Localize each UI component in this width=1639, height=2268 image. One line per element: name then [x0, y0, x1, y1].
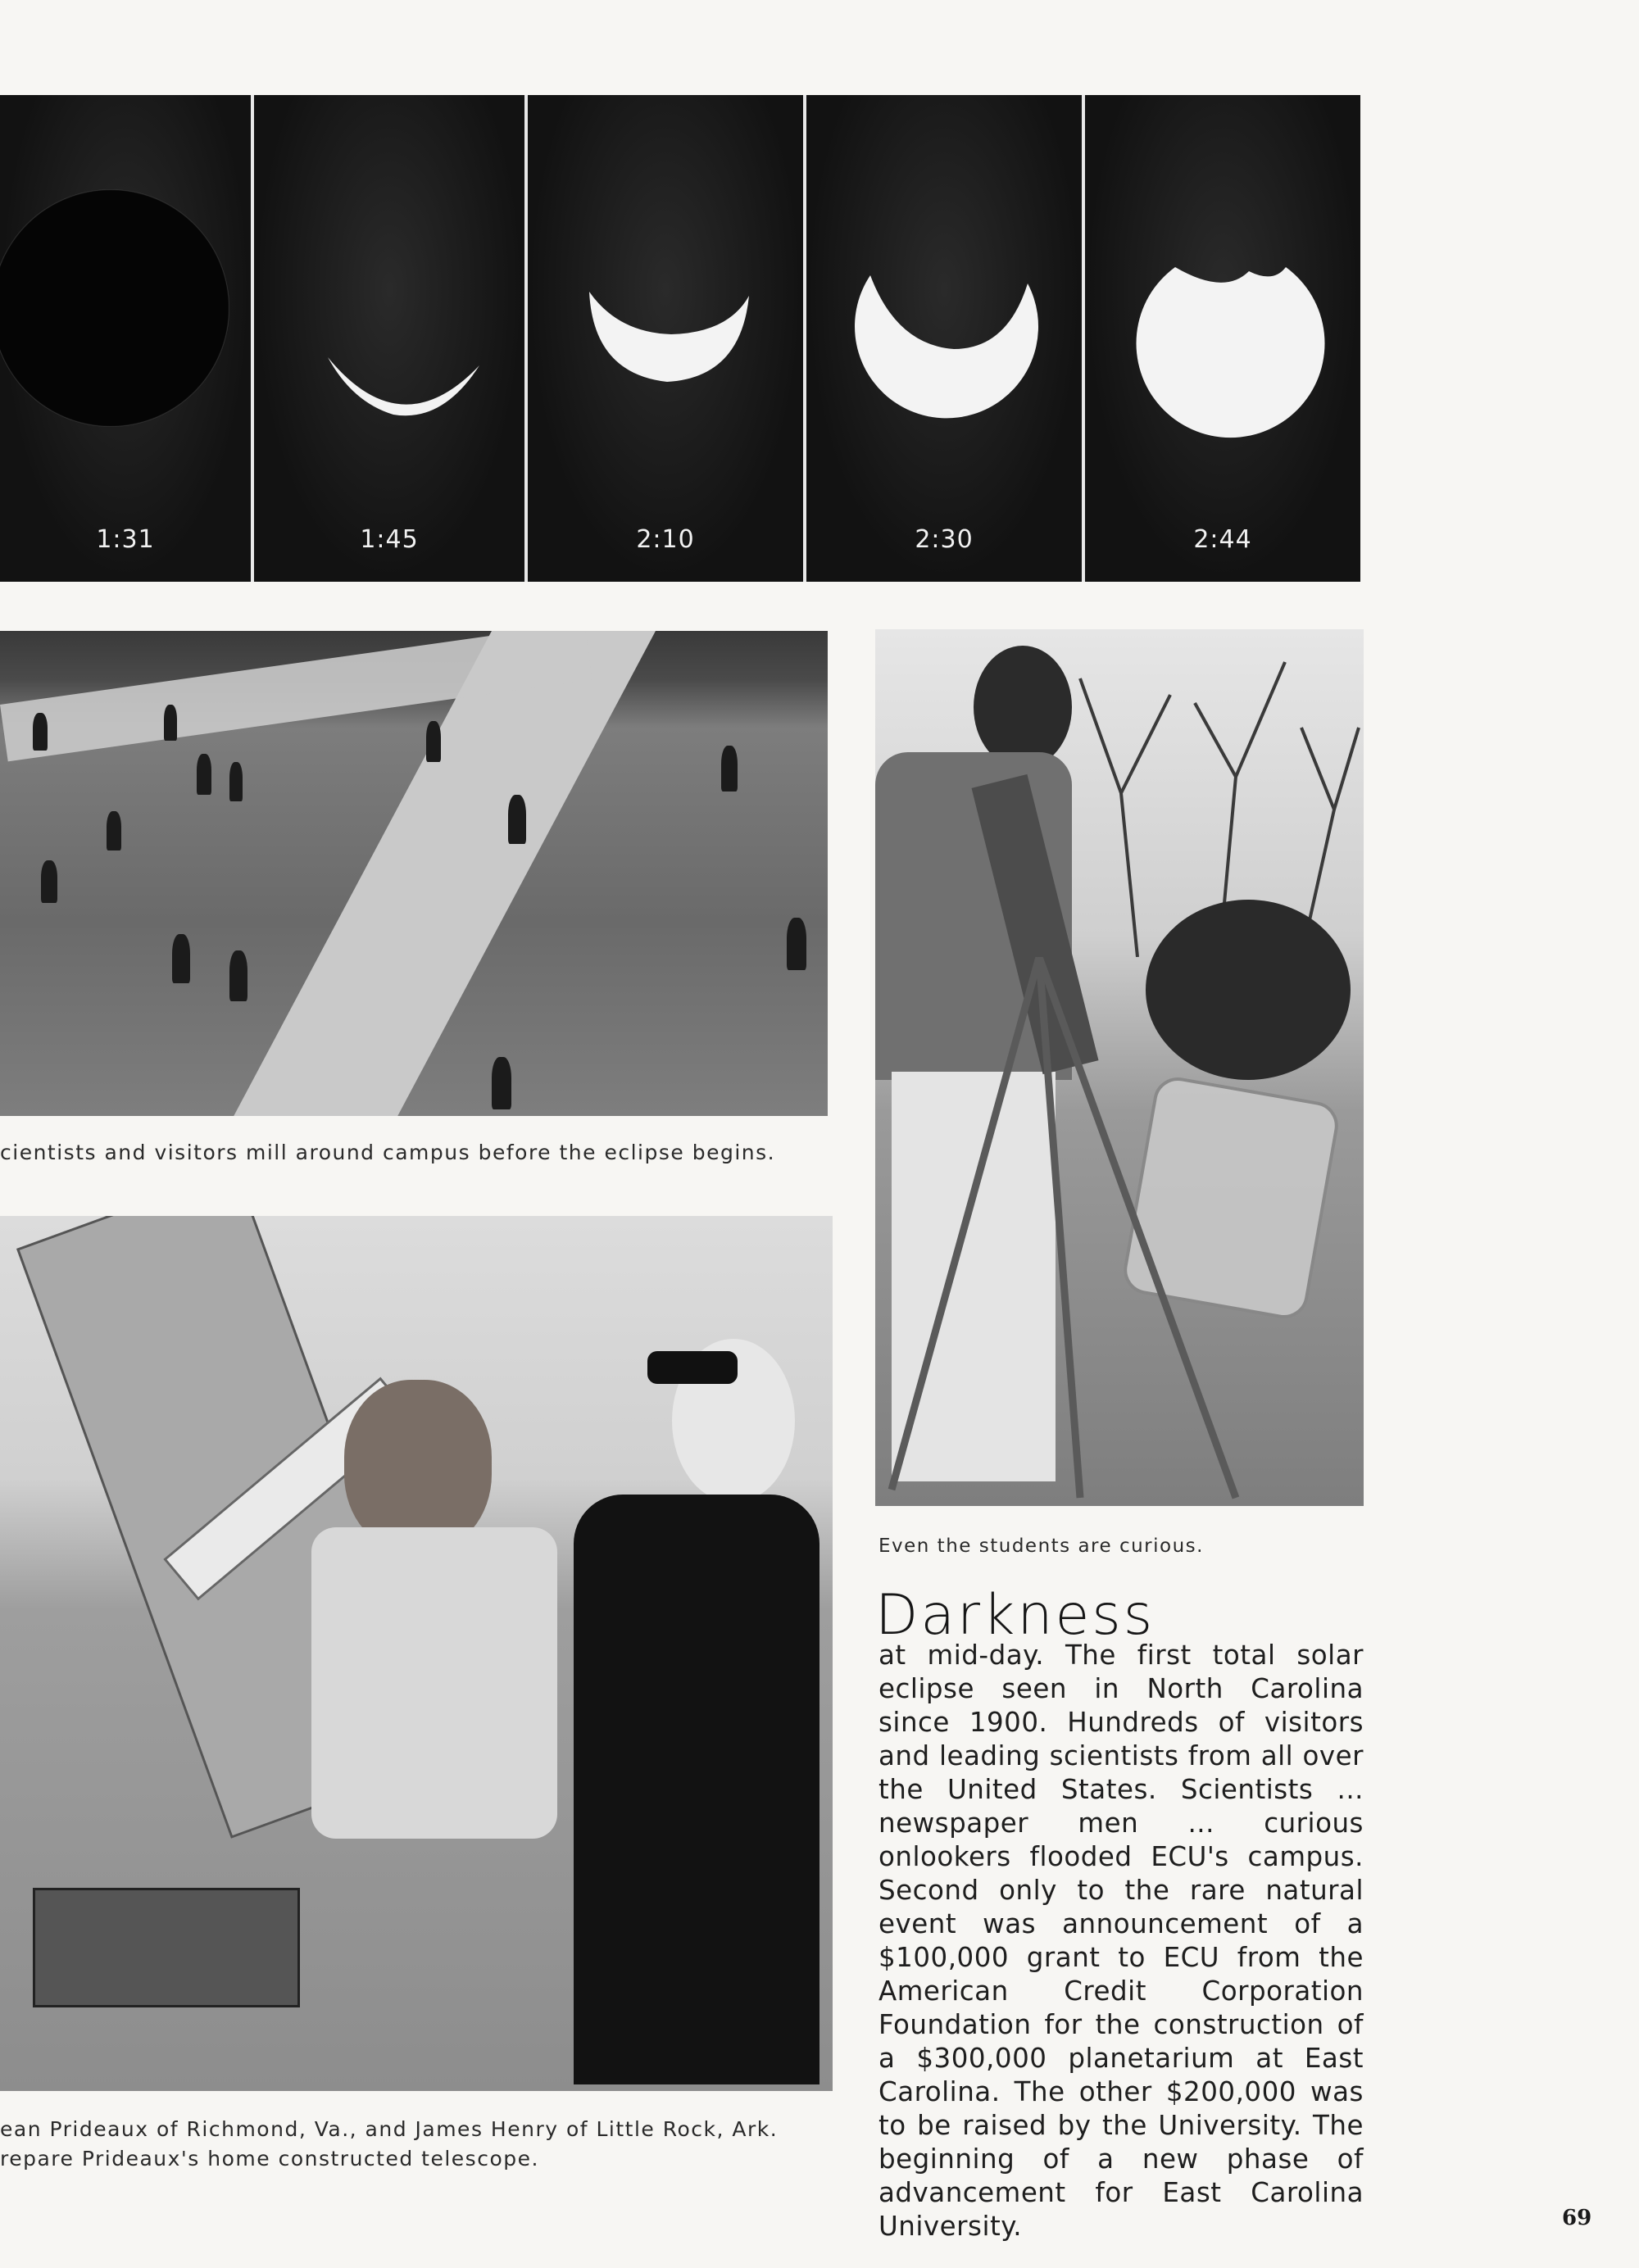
- article-heading: Darkness: [875, 1583, 1155, 1648]
- nearly-full-sun: [1126, 234, 1331, 447]
- person-head: [344, 1380, 492, 1552]
- person-figure: [492, 1057, 511, 1109]
- person-figure: [164, 705, 177, 741]
- eclipse-frame-4: [806, 95, 1082, 582]
- crescent-sun: [303, 259, 500, 472]
- eclipse-time-label: 2:10: [636, 525, 695, 554]
- person-figure: [107, 811, 121, 850]
- telescope-photo: [0, 1216, 833, 2091]
- person-figure: [787, 918, 806, 970]
- eclipse-frame-5: [1085, 95, 1360, 582]
- person-figure: [41, 860, 57, 903]
- eclipse-time-label: 1:45: [360, 525, 419, 554]
- students-photo-caption: Even the students are curious.: [879, 1535, 1204, 1557]
- tripod: [875, 957, 1364, 1506]
- eclipse-time-label: 1:31: [96, 525, 155, 554]
- person-shirt: [311, 1527, 557, 1839]
- person-figure: [33, 713, 48, 751]
- person-dark-clothing: [574, 1495, 820, 2084]
- eclipse-frame-3: [528, 95, 803, 582]
- eclipse-sequence-photo: [0, 95, 1360, 582]
- page-number: 69: [1562, 2206, 1592, 2230]
- telescope-caption-line2: repare Prideaux's home constructed telescope.: [0, 2147, 539, 2170]
- equipment-box: [33, 1888, 300, 2007]
- eclipse-frame-1: [0, 95, 251, 582]
- telescope-caption-line1: ean Prideaux of Richmond, Va., and James Henry of Little Rock, Ark.: [0, 2117, 779, 2141]
- eclipse-frame-2: [254, 95, 524, 582]
- student-hair: [974, 646, 1072, 769]
- eclipse-time-label: 2:44: [1193, 525, 1252, 554]
- eclipse-time-label: 2:30: [915, 525, 974, 554]
- campus-photo-caption: cientists and visitors mill around campus before the eclipse begins.: [0, 1141, 776, 1164]
- students-photo: [875, 629, 1364, 1506]
- person-figure: [508, 795, 526, 844]
- person-figure: [197, 754, 211, 795]
- person-figure: [172, 934, 190, 983]
- partial-sun: [839, 234, 1052, 447]
- person-figure: [229, 950, 247, 1001]
- article-body: at mid-day. The first total solar eclipse seen in North Carolina since 1900. Hundreds of visitors and leading scientists from all over the United States. Scientists ... newspaper men ... curious onlookers flooded ECU's campus. Second only to the rare natural event was announcement of a $100,000 grant to ECU from the American Credit Corporation Foundation for the construction of a $300,000 planetarium at East Carolina. The other $200,000 was to be raised by the University. The beginning of a new phase of advancement for East Carolina University.: [879, 1640, 1364, 2242]
- person-figure: [721, 746, 738, 792]
- partial-sun: [561, 234, 774, 447]
- sunglasses: [647, 1351, 738, 1384]
- person-figure: [426, 721, 441, 762]
- total-eclipse-corona: [0, 189, 229, 427]
- campus-crowd-photo: [0, 631, 828, 1116]
- person-figure: [229, 762, 243, 801]
